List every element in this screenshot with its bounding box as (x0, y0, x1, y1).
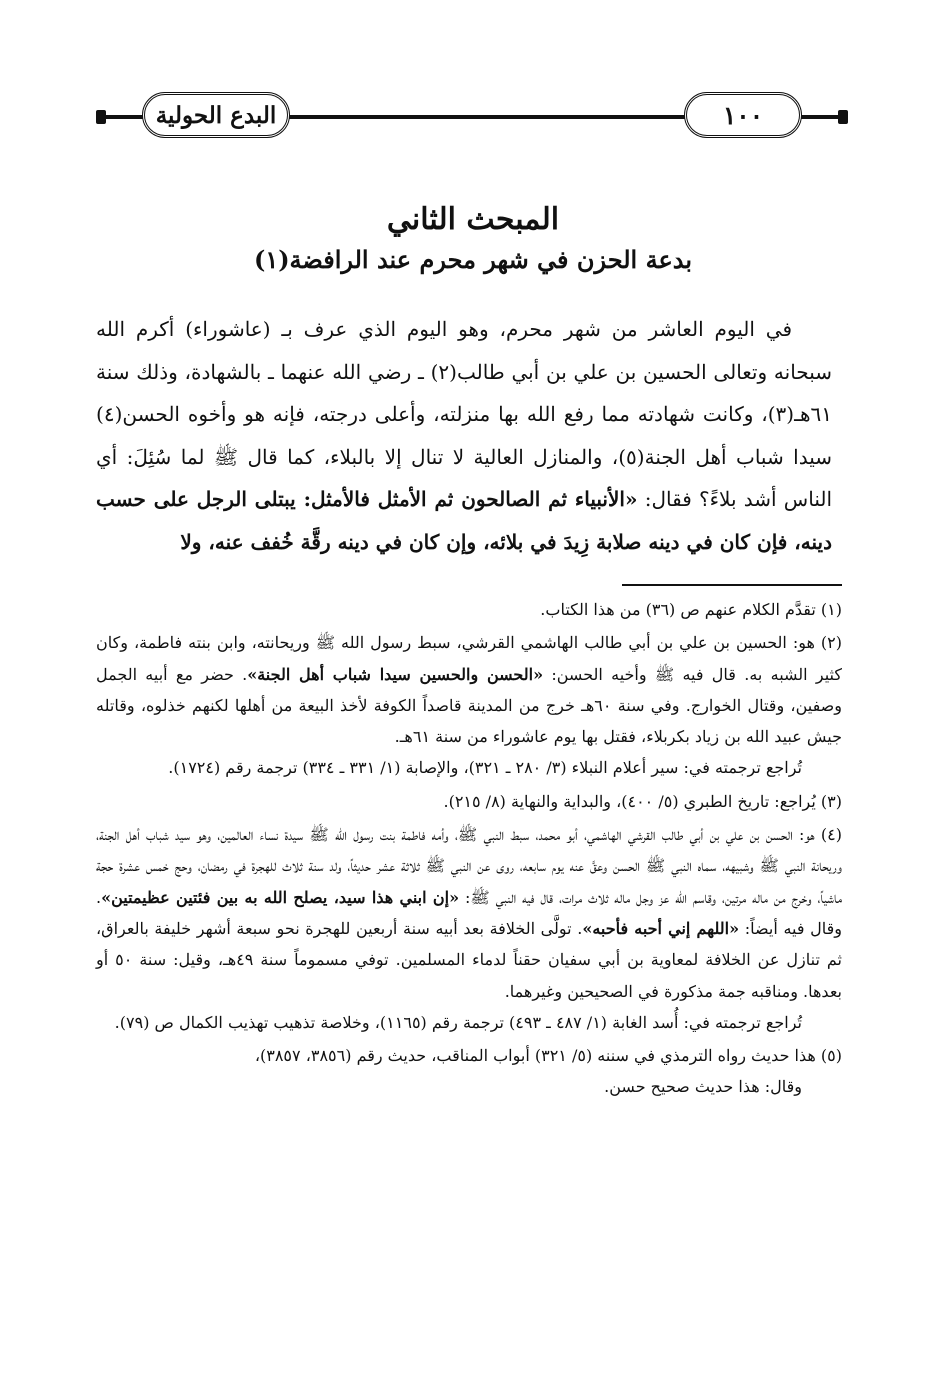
footnote-text: (٤) هو: الحسن بن علي بن أبي طالب القرشي الهاشمي، أبو محمد، سبط النبي ﷺ، وأمه فاطمة بنت رسول الله ﷺ سيدة نساء العالمين، وهو سيد شباب أهل الجنة، وريحانة النبي ﷺ وشبيهه، سماه النبي ﷺ الحسن وعقَّ عنه يوم سابعه، روى عن النبي ﷺ ثلاثة عشر حديثاً، ولد سنة ثلاث للهجرة في رمضان، وحج خمس عشرة حجة ماشياً، وخرج من ماله مرتين، وقاسم الله عز وجل ماله ثلاث مرات، قال فيه النبي ﷺ: (96, 825, 843, 907)
footnote-quote: «اللهم إني أحبه فأحبه» (582, 918, 740, 938)
header-rule-end-left (96, 110, 106, 124)
hadith-quote: «الأنبياء ثم الصالحون ثم الأمثل فالأمثل: يبتلى الرجل على حسب دينه، فإن كان في دينه صلابة زِيدَ في بلائه، وإن كان في دينه رقَّة خُفف عنه، ولا (96, 487, 832, 554)
paragraph (96, 308, 832, 563)
footnote-text: (٢) هو: الحسين بن علي بن أبي طالب الهاشمي القرشي، سبط رسول الله ﷺ وريحانته، وابن بنته فاطمة، وكان كثير الشبه به. قال فيه ﷺ وأخيه الحسن: (96, 633, 842, 684)
page-header (96, 88, 848, 148)
footnote-reference: تُراجع ترجمته في: أُسد الغابة (١/ ٤٨٧ ـ ٤٩٣) ترجمة رقم (١١٦٥)، وخلاصة تذهيب تهذيب الكمال ص (٧٩). (114, 1012, 802, 1032)
footnote-text: وقال: هذا حديث صحيح حسن. (604, 1077, 802, 1097)
section-subtitle: بدعة الحزن في شهر محرم عند الرافضة(١) (253, 245, 693, 274)
footnote-text: (٣) يُراجع: تاريخ الطبري (٥/ ٤٠٠)، والبداية والنهاية (٨/ ٢١٥). (443, 791, 842, 811)
footnote-1 (96, 594, 842, 625)
paragraph-text: في اليوم العاشر من شهر محرم، وهو اليوم الذي عرف بـ (عاشوراء) أكرم الله سبحانه وتعالى الحسين بن علي بن أبي طالب(٢) ـ رضي الله عنهما ـ بالشهادة، وذلك سنة ٦١هـ(٣)، وكانت شهادته مما رفع الله بها منزلته، وأعلى درجته، فإنه هو وأخوه الحسن(٤) سيدا شباب أهل الجنة(٥)، والمنازل العالية لا تنال إلا بالبلاء، كما قال ﷺ لما سُئِلَ: أي الناس أشد بلاءً؟ فقال: (96, 317, 832, 511)
footnote-quote: «إن ابني هذا سيد، يصلح الله به بين فئتين عظيمتين» (101, 887, 460, 907)
page-number: ١٠٠ (684, 92, 802, 138)
header-rule-end-right (838, 110, 848, 124)
footnote-text: (٥) هذا حديث رواه الترمذي في سننه (٥/ ٣٢١) أبواب المناقب، حديث رقم (٣٨٥٦، ٣٨٥٧)، (254, 1046, 842, 1066)
footnote-text: (١) تقدَّم الكلام عنهم ص (٣٦) من هذا الكتاب. (540, 600, 842, 619)
running-title: البدع الحولية (142, 92, 290, 138)
footnotes (96, 594, 842, 1105)
footnote-text: . وقال فيه أيضاً: (96, 887, 843, 938)
footnote-5 (96, 1040, 842, 1103)
footnote-separator (622, 584, 842, 586)
section-title: المبحث الثاني (386, 202, 560, 237)
footnote-reference: تُراجع ترجمته في: سير أعلام النبلاء (٣/ ٢٨٠ ـ ٣٢١)، والإصابة (١/ ٣٣١ ـ ٣٣٤) ترجمة رقم (١٧٢٤). (168, 758, 802, 778)
section-heading (80, 198, 866, 278)
footnote-text: . تولَّى الخلافة بعد أبيه سنة أربعين للهجرة نحو سبعة أشهر خليفة بالعراق، ثم تنازل عن الخلافة لمعاوية بن أبي سفيان حقناً لدماء المسلمين. توفي مسموماً سنة ٤٩هـ، وقيل: سنة ٥٠ أو بعدها. ومناقبه جمة مذكورة في الصحيحين وغيرهما. (96, 918, 842, 1001)
footnote-4 (96, 819, 842, 1038)
main-text (96, 308, 832, 563)
footnote-quote: «الحسن والحسين سيدا شباب أهل الجنة» (247, 664, 544, 684)
footnote-3 (96, 786, 842, 817)
footnote-2 (96, 627, 842, 783)
footnote-text: . حضر مع أبيه الجمل وصفين، وقتال الخوارج. وفي سنة ٦٠هـ خرج من المدينة قاصداً الكوفة لأخذ البيعة من أهلها لكنهم خذلوه، وقاتله جيش عبيد الله بن زياد بكربلاء، فقتل بها يوم عاشوراء من سنة ٦١هـ. (96, 664, 842, 747)
